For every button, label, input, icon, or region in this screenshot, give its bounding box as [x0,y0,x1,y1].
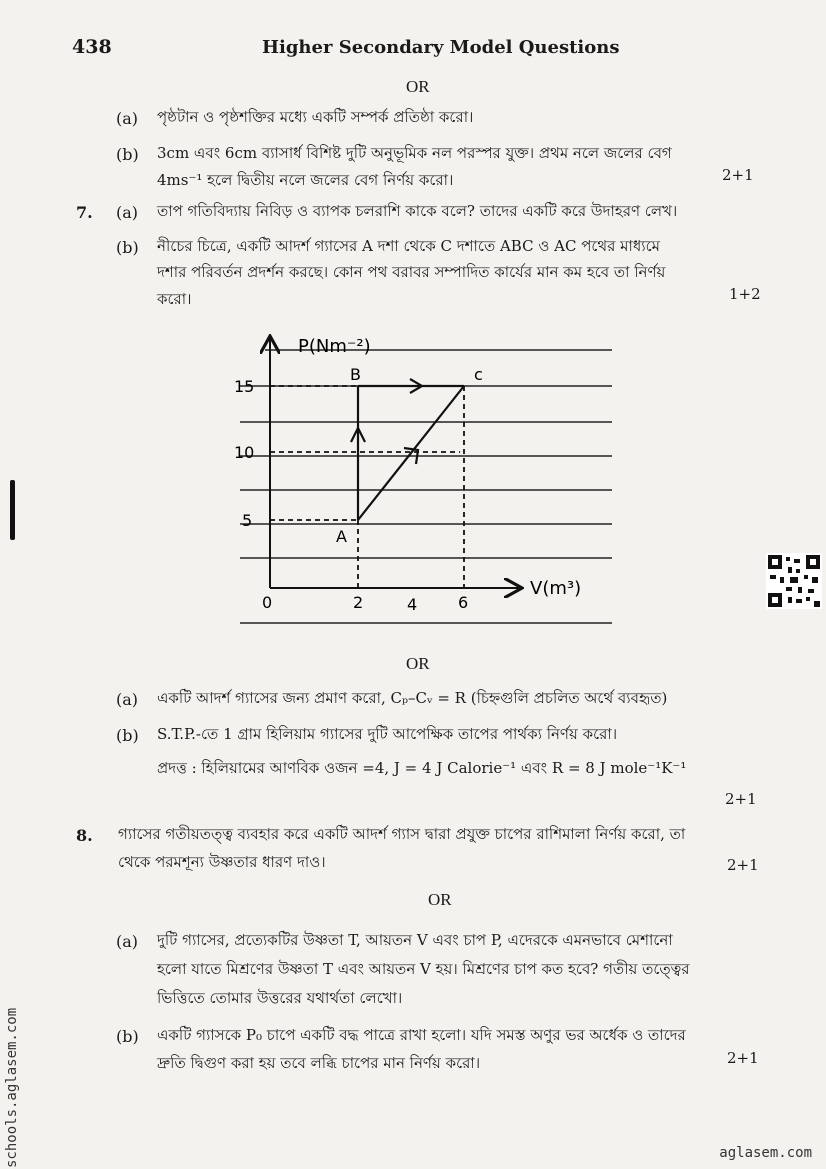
or-divider: OR [406,77,430,96]
bottom-watermark: aglasem.com [719,1145,812,1161]
q7b-line2: দশার পরিবর্তন প্রদর্শন করছে। কোন পথ বরাবর সম্পাদিত কার্যের মান কম হবে তা নির্ণয় [157,263,666,281]
q8-or-marks: 2+1 [727,1049,759,1067]
qr-code-icon [766,553,822,609]
q6a-label: (a) [116,109,139,128]
page-number: 438 [72,36,112,58]
q7a-text: তাপ গতিবিদ্যায় নিবিড় ও ব্যাপক চলরাশি কাকে বলে? তাদের একটি করে উদাহরণ লেখ। [157,202,678,220]
q8-line2: থেকে পরমশূন্য উষ্ণতার ধারণ দাও। [118,853,326,871]
q8-or-a-line3: ভিত্তিতে তোমার উত্তরের যথার্থতা লেখো। [157,989,403,1007]
q7-number: 7. [76,203,93,222]
q8-or-b-line1: একটি গ্যাসকে P₀ চাপে একটি বদ্ধ পাত্রে রাখা হলো। যদি সমস্ত অণুর ভর অর্ধেক ও তাদের [157,1026,686,1044]
q7-or-a-label: (a) [116,690,139,709]
or-divider: OR [428,890,452,909]
q8-or-b-label: (b) [116,1027,139,1046]
q7a-label: (a) [116,203,139,222]
q6b-label: (b) [116,145,139,164]
q8-or-a-line2: হলো যাতে মিশ্রণের উষ্ণতা T এবং আয়তন V হয়। মিশ্রণের চাপ কত হবে? গতীয় তত্ত্বের [157,960,690,978]
x-tick-6: 6 [458,593,469,612]
x-axis-label: V(m³) [530,578,582,599]
q7b-label: (b) [116,238,139,257]
y-tick-10: 10 [234,443,255,462]
pv-diagram [220,330,630,630]
q8-line1: গ্যাসের গতীয়তত্ত্ব ব্যবহার করে একটি আদর্শ গ্যাস দ্বারা প্রযুক্ত চাপের রাশিমালা নির্ণয় করো, তা [118,825,686,843]
page-title: Higher Secondary Model Questions [262,37,620,58]
q8-marks: 2+1 [727,856,759,874]
q7-or-b-label: (b) [116,726,139,745]
point-c-label: c [474,365,483,384]
q8-number: 8. [76,826,93,845]
q7-or-a-text: একটি আদর্শ গ্যাসের জন্য প্রমাণ করো, Cₚ–Cᵥ = R (চিহ্নগুলি প্রচলিত অর্থে ব্যবহৃত) [157,689,668,707]
q7b-marks: 1+2 [729,285,761,303]
or-divider: OR [406,654,430,673]
side-watermark: schools.aglasem.com [4,1007,20,1168]
q7b-line3: করো। [157,290,192,308]
path-ac [358,386,464,520]
q7-or-b-line2: প্রদত্ত : হিলিয়ামের আণবিক ওজন =4, J = 4 J Calorie⁻¹ এবং R = 8 J mole⁻¹K⁻¹ [157,759,687,777]
q7-or-b-line1: S.T.P.-তে 1 গ্রাম হিলিয়াম গ্যাসের দুটি আপেক্ষিক তাপের পার্থক্য নির্ণয় করো। [157,725,618,743]
x-tick-4: 4 [407,595,418,614]
q6b-line1: 3cm এবং 6cm ব্যাসার্ধ বিশিষ্ট দুটি অনুভূমিক নল পরস্পর যুক্ত। প্রথম নলে জলের বেগ [157,144,672,162]
q8-or-a-label: (a) [116,932,139,951]
q6b-marks: 2+1 [722,166,754,184]
y-axis-label: P(Nm⁻²) [298,336,371,357]
x-tick-2: 2 [353,593,364,612]
q8-or-a-line1: দুটি গ্যাসের, প্রত্যেকটির উষ্ণতা T, আয়তন V এবং চাপ P, এদেরকে এমনভাবে মেশানো [157,931,673,949]
q8-or-b-line2: দ্রুতি দ্বিগুণ করা হয় তবে লব্ধি চাপের মান নির্ণয় করো। [157,1054,481,1072]
x-tick-0: 0 [262,593,273,612]
q7b-line1: নীচের চিত্রে, একটি আদর্শ গ্যাসের A দশা থেকে C দশাতে ABC ও AC পথের মাধ্যমে [157,237,660,255]
q6b-line2: 4ms⁻¹ হলে দ্বিতীয় নলে জলের বেগ নির্ণয় করো। [157,171,454,189]
point-b-label: B [350,365,361,384]
q7-or-marks: 2+1 [725,790,757,808]
point-a-label: A [336,527,347,546]
y-tick-15: 15 [234,377,255,396]
y-tick-5: 5 [242,511,253,530]
q6a-text: পৃষ্ঠটান ও পৃষ্ঠশক্তির মধ্যে একটি সম্পর্ক প্রতিষ্ঠা করো। [157,108,474,126]
scan-blot [10,480,15,540]
